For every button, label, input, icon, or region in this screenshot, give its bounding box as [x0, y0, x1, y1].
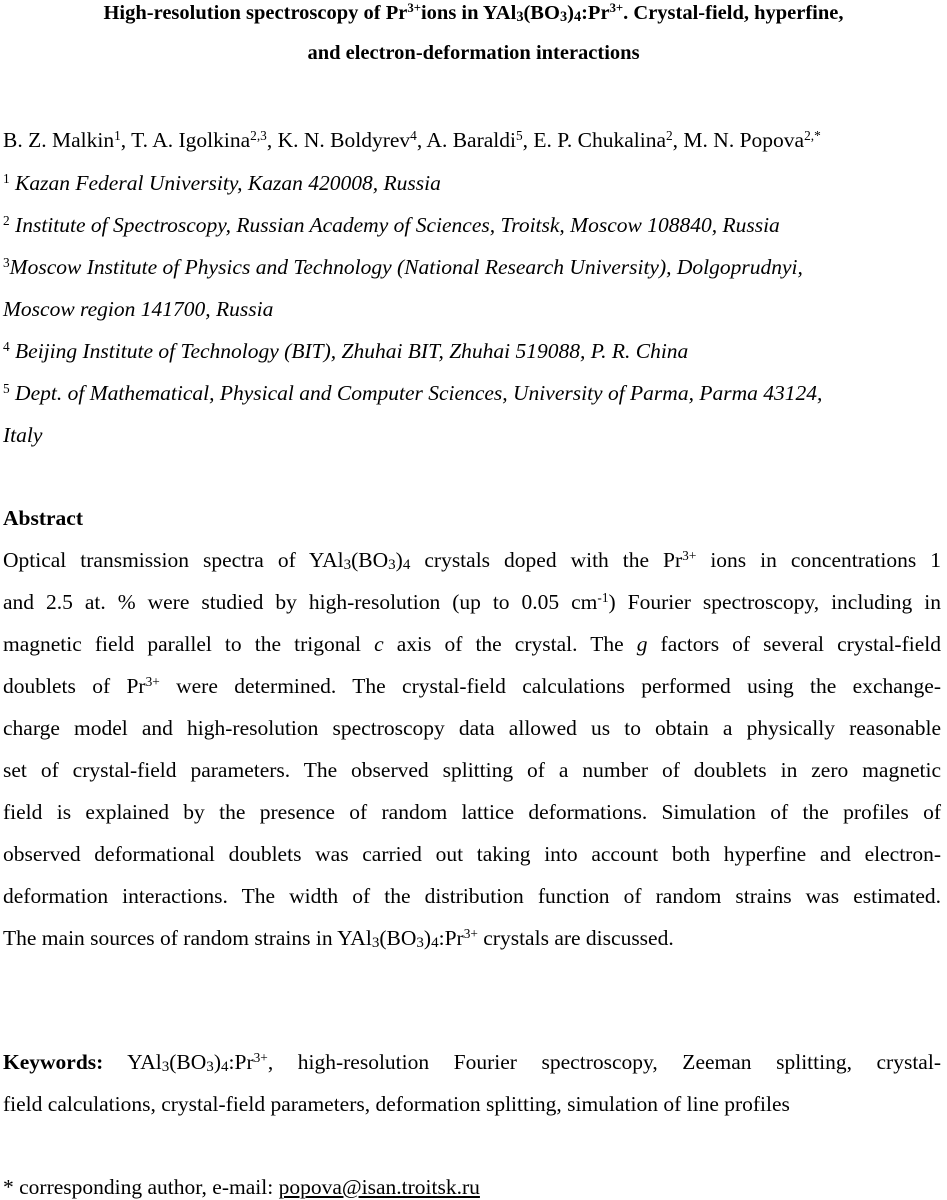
affiliation-4: $^4$ Beijing Institute of Technology (BIT), Zhuhai BIT, Zhuhai 519088, P. R. China [3, 338, 689, 363]
paper-title-line-2: and electron-deformation interactions [307, 42, 640, 64]
abstract-line: charge model and high-resolution spectroscopy data allowed us to obtain a physically reasonable [3, 716, 941, 740]
corresponding-author: * corresponding author, e-mail: popova@isan.troitsk.ru [3, 1175, 480, 1199]
affiliation-1: $^1$ Kazan Federal University, Kazan 420008, Russia [3, 170, 441, 195]
affiliation-5-cont: Italy [3, 423, 43, 447]
author: M. N. Popova [683, 128, 805, 152]
author: T. A. Igolkina [131, 128, 251, 152]
abstract-line: field is explained by the presence of random lattice deformations. Simulation of the profiles of [3, 800, 941, 824]
author: K. N. Boldyrev [277, 128, 411, 152]
keywords-line-2: field calculations, crystal-field parameters, deformation splitting, simulation of line profiles [3, 1092, 790, 1116]
author: A. Baraldi [426, 128, 516, 152]
email-link[interactable]: popova@isan.troitsk.ru [278, 1175, 480, 1199]
author: E. P. Chukalina [533, 128, 666, 152]
author-list: B. Z. Malkin$^1$, T. A. Igolkina$^{2,3}$, K. N. Boldyrev$^4$, A. Baraldi$^5$, E. P. Chukalina$^2$, M. N. Popova$^{2,*}$ [3, 127, 821, 152]
abstract-heading: Abstract [3, 506, 84, 530]
abstract-line: The main sources of random strains in $YAl_3(BO_3)_4:Pr^{3+}$ crystals are discussed. [3, 925, 674, 952]
abstract-line: set of crystal-field parameters. The observed splitting of a number of doublets in zero magnetic [3, 758, 941, 782]
paper-title-line-1: High-resolution spectroscopy of $Pr^{3+}ions$ in $YAl_3(BO_3)_4:Pr^{3+}$. Crystal-field, hyperfine, [103, 1, 844, 26]
abstract-line: Optical transmission spectra of $YAl_3(BO_3)_4$ crystals doped with the $Pr^{3+}$ ions in concentrations 1 [3, 547, 941, 574]
keywords-line: Keywords: $YAl_3(BO_3)_4:Pr^{3+}$, high-resolution Fourier spectroscopy, Zeeman splitting, crystal- [3, 1049, 941, 1076]
affiliation-5: $^5$ Dept. of Mathematical, Physical and Computer Sciences, University of Parma, Parma 43124, [3, 380, 823, 405]
keywords-label: Keywords: [3, 1050, 104, 1074]
abstract-line: observed deformational doublets was carried out taking into account both hyperfine and electron- [3, 842, 941, 866]
abstract-line: deformation interactions. The width of the distribution function of random strains was estimated. [3, 884, 941, 908]
abstract-line: and 2.5 at. % were studied by high-resolution (up to 0.05 $cm^{-1}$) Fourier spectroscopy, including in [3, 589, 941, 614]
affiliation-3-cont: Moscow region 141700, Russia [3, 297, 274, 321]
abstract-line: doublets of $Pr^{3+}$ were determined. The crystal-field calculations performed using the exchange- [3, 673, 941, 698]
affiliation-3: $^3$Moscow Institute of Physics and Technology (National Research University), Dolgoprudnyi, [3, 254, 803, 279]
abstract-line: magnetic field parallel to the trigonal c axis of the crystal. The g factors of several crystal-field [3, 632, 941, 656]
affiliation-2: $^2$ Institute of Spectroscopy, Russian Academy of Sciences, Troitsk, Moscow 108840, Russia [3, 212, 780, 237]
author: B. Z. Malkin [3, 128, 115, 152]
